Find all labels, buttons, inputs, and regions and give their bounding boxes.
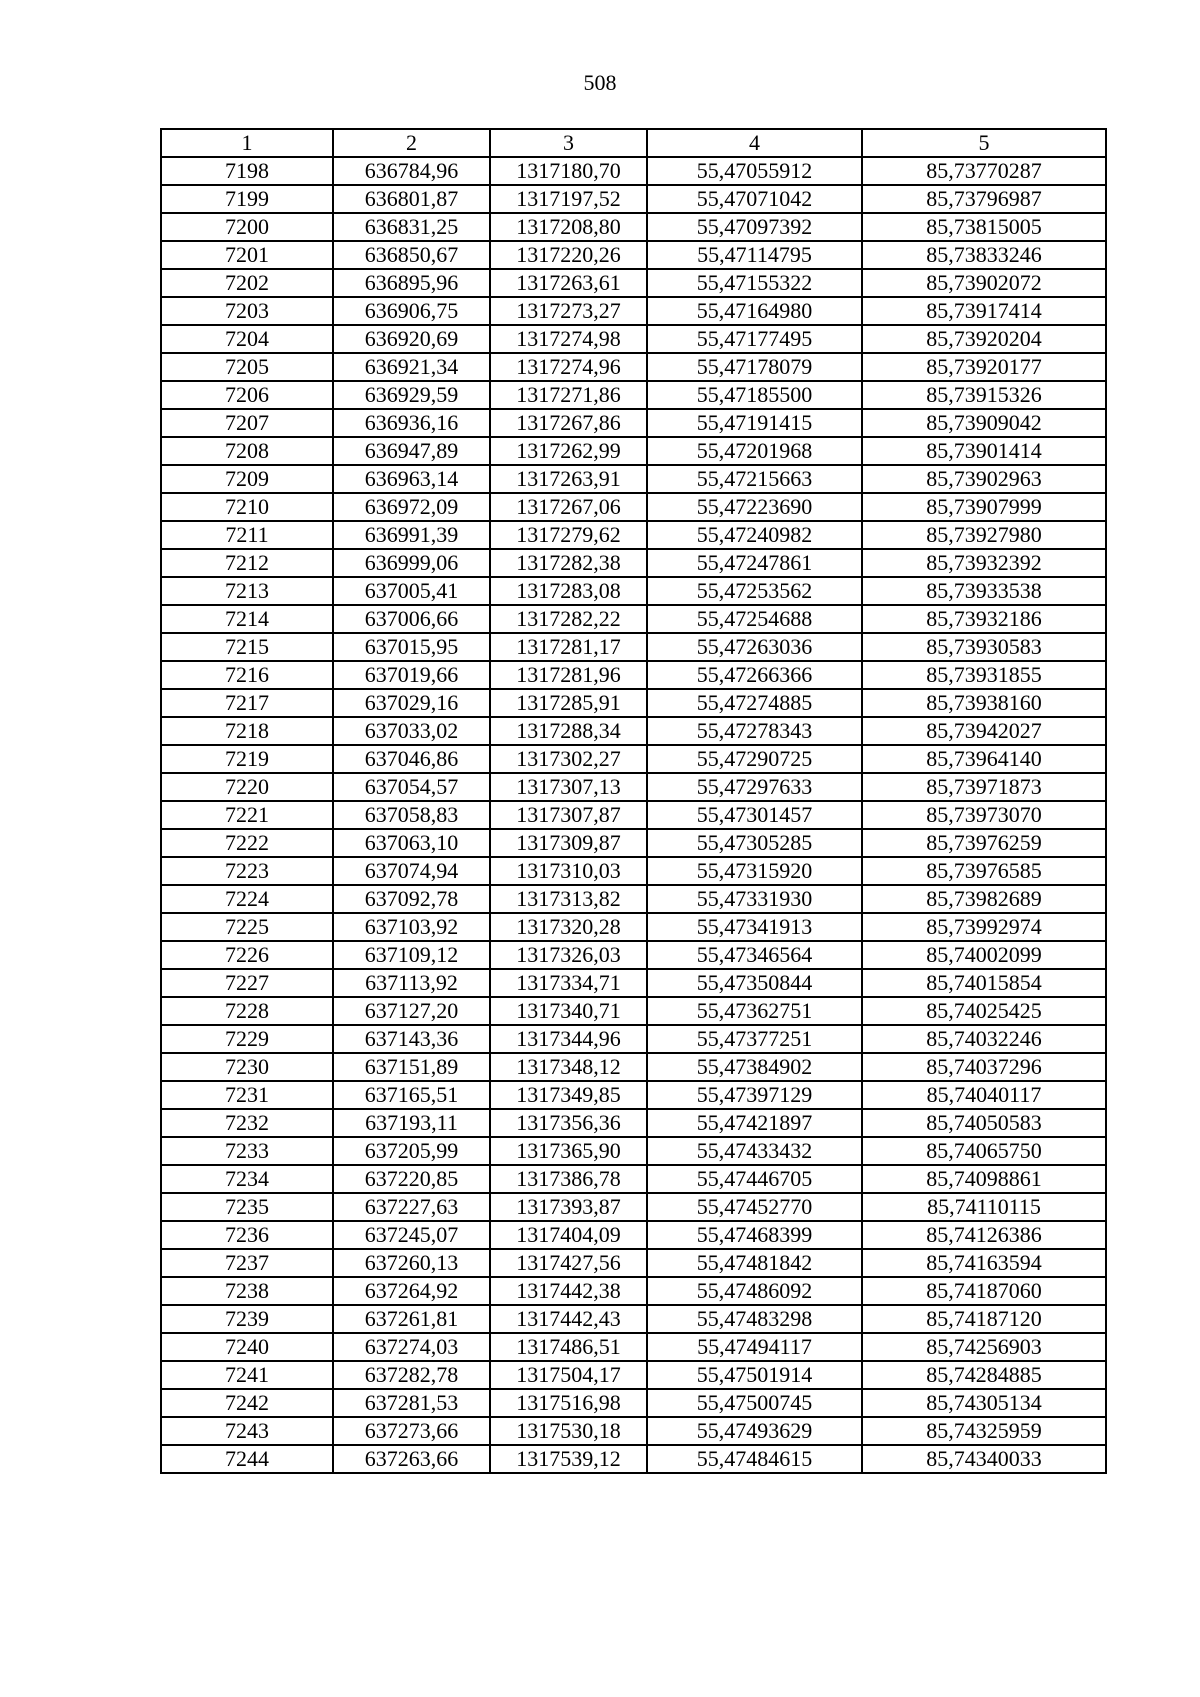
table-cell-col-4: 55,47501914 — [647, 1361, 862, 1389]
column-header-5: 5 — [862, 129, 1106, 157]
table-cell-col-5: 85,74110115 — [862, 1193, 1106, 1221]
table-cell-col-3: 1317307,87 — [490, 801, 647, 829]
table-cell-col-4: 55,47486092 — [647, 1277, 862, 1305]
table-row — [161, 1193, 1106, 1221]
table-cell-col-4: 55,47500745 — [647, 1389, 862, 1417]
table-cell-col-1: 7230 — [161, 1053, 333, 1081]
table-cell-col-5: 85,74098861 — [862, 1165, 1106, 1193]
table-cell-col-2: 637033,02 — [333, 717, 490, 745]
table-cell-col-5: 85,73770287 — [862, 157, 1106, 185]
table-cell-col-3: 1317386,78 — [490, 1165, 647, 1193]
table-cell-col-4: 55,47484615 — [647, 1445, 862, 1473]
table-cell-col-5: 85,73938160 — [862, 689, 1106, 717]
table-cell-col-1: 7209 — [161, 465, 333, 493]
table-cell-col-4: 55,47266366 — [647, 661, 862, 689]
table-cell-col-4: 55,47468399 — [647, 1221, 862, 1249]
table-cell-col-3: 1317334,71 — [490, 969, 647, 997]
table-cell-col-2: 637274,03 — [333, 1333, 490, 1361]
table-cell-col-4: 55,47263036 — [647, 633, 862, 661]
table-row — [161, 1109, 1106, 1137]
table-row — [161, 605, 1106, 633]
table-cell-col-2: 637015,95 — [333, 633, 490, 661]
table-cell-col-2: 637046,86 — [333, 745, 490, 773]
table-cell-col-5: 85,73909042 — [862, 409, 1106, 437]
table-cell-col-1: 7207 — [161, 409, 333, 437]
table-cell-col-2: 636972,09 — [333, 493, 490, 521]
table-cell-col-4: 55,47278343 — [647, 717, 862, 745]
table-cell-col-5: 85,73920177 — [862, 353, 1106, 381]
table-cell-col-4: 55,47433432 — [647, 1137, 862, 1165]
column-header-3: 3 — [490, 129, 647, 157]
table-cell-col-5: 85,74040117 — [862, 1081, 1106, 1109]
coordinates-table — [160, 128, 1107, 1474]
table-cell-col-5: 85,73915326 — [862, 381, 1106, 409]
table-cell-col-3: 1317271,86 — [490, 381, 647, 409]
table-cell-col-5: 85,73907999 — [862, 493, 1106, 521]
column-header-1: 1 — [161, 129, 333, 157]
table-row — [161, 801, 1106, 829]
table-row — [161, 1277, 1106, 1305]
table-cell-col-2: 637054,57 — [333, 773, 490, 801]
table-row — [161, 997, 1106, 1025]
table-cell-col-2: 637113,92 — [333, 969, 490, 997]
table-cell-col-5: 85,73930583 — [862, 633, 1106, 661]
table-cell-col-1: 7212 — [161, 549, 333, 577]
table-cell-col-4: 55,47493629 — [647, 1417, 862, 1445]
table-row — [161, 1137, 1106, 1165]
table-cell-col-5: 85,74187120 — [862, 1305, 1106, 1333]
table-cell-col-4: 55,47350844 — [647, 969, 862, 997]
table-cell-col-5: 85,73902963 — [862, 465, 1106, 493]
table-row — [161, 1361, 1106, 1389]
table-cell-col-4: 55,47223690 — [647, 493, 862, 521]
table-row — [161, 857, 1106, 885]
table-row — [161, 1445, 1106, 1473]
table-cell-col-3: 1317340,71 — [490, 997, 647, 1025]
table-cell-col-3: 1317262,99 — [490, 437, 647, 465]
table-cell-col-2: 637005,41 — [333, 577, 490, 605]
table-cell-col-5: 85,74305134 — [862, 1389, 1106, 1417]
table-cell-col-3: 1317344,96 — [490, 1025, 647, 1053]
table-cell-col-1: 7216 — [161, 661, 333, 689]
table-cell-col-3: 1317274,96 — [490, 353, 647, 381]
table-cell-col-3: 1317263,61 — [490, 269, 647, 297]
table-cell-col-4: 55,47071042 — [647, 185, 862, 213]
table-cell-col-3: 1317220,26 — [490, 241, 647, 269]
table-cell-col-3: 1317267,06 — [490, 493, 647, 521]
table-cell-col-3: 1317486,51 — [490, 1333, 647, 1361]
table-cell-col-1: 7205 — [161, 353, 333, 381]
table-cell-col-4: 55,47331930 — [647, 885, 862, 913]
column-header-2: 2 — [333, 129, 490, 157]
table-cell-col-5: 85,73927980 — [862, 521, 1106, 549]
table-row — [161, 745, 1106, 773]
table-cell-col-1: 7223 — [161, 857, 333, 885]
table-cell-col-5: 85,74340033 — [862, 1445, 1106, 1473]
table-cell-col-4: 55,47377251 — [647, 1025, 862, 1053]
table-row — [161, 241, 1106, 269]
table-cell-col-5: 85,73964140 — [862, 745, 1106, 773]
table-cell-col-5: 85,74126386 — [862, 1221, 1106, 1249]
table-cell-col-5: 85,74065750 — [862, 1137, 1106, 1165]
table-cell-col-1: 7215 — [161, 633, 333, 661]
table-cell-col-5: 85,73815005 — [862, 213, 1106, 241]
table-cell-col-3: 1317320,28 — [490, 913, 647, 941]
table-row — [161, 493, 1106, 521]
table-cell-col-4: 55,47481842 — [647, 1249, 862, 1277]
table-row — [161, 409, 1106, 437]
table-row — [161, 689, 1106, 717]
table-cell-col-4: 55,47097392 — [647, 213, 862, 241]
table-cell-col-3: 1317274,98 — [490, 325, 647, 353]
table-cell-col-1: 7200 — [161, 213, 333, 241]
table-body — [161, 157, 1106, 1473]
table-cell-col-5: 85,73931855 — [862, 661, 1106, 689]
table-cell-col-2: 637074,94 — [333, 857, 490, 885]
table-cell-col-3: 1317313,82 — [490, 885, 647, 913]
table-cell-col-4: 55,47155322 — [647, 269, 862, 297]
table-row — [161, 773, 1106, 801]
table-cell-col-4: 55,47191415 — [647, 409, 862, 437]
table-cell-col-1: 7221 — [161, 801, 333, 829]
table-cell-col-5: 85,74015854 — [862, 969, 1106, 997]
table-cell-col-5: 85,73971873 — [862, 773, 1106, 801]
table-cell-col-3: 1317516,98 — [490, 1389, 647, 1417]
table-row — [161, 157, 1106, 185]
table-row — [161, 325, 1106, 353]
table-cell-col-5: 85,74284885 — [862, 1361, 1106, 1389]
table-cell-col-1: 7233 — [161, 1137, 333, 1165]
table-row — [161, 1249, 1106, 1277]
table-cell-col-4: 55,47305285 — [647, 829, 862, 857]
table-cell-col-5: 85,73902072 — [862, 269, 1106, 297]
table-row — [161, 1305, 1106, 1333]
table-cell-col-2: 636850,67 — [333, 241, 490, 269]
header-row — [161, 129, 1106, 157]
table-cell-col-4: 55,47297633 — [647, 773, 862, 801]
table-row — [161, 941, 1106, 969]
table-row — [161, 1165, 1106, 1193]
table-cell-col-4: 55,47384902 — [647, 1053, 862, 1081]
table-cell-col-2: 637245,07 — [333, 1221, 490, 1249]
table-cell-col-1: 7214 — [161, 605, 333, 633]
table-cell-col-5: 85,73833246 — [862, 241, 1106, 269]
table-cell-col-3: 1317282,38 — [490, 549, 647, 577]
table-cell-col-3: 1317404,09 — [490, 1221, 647, 1249]
table-cell-col-1: 7208 — [161, 437, 333, 465]
table-cell-col-1: 7234 — [161, 1165, 333, 1193]
table-cell-col-1: 7244 — [161, 1445, 333, 1473]
table-cell-col-3: 1317282,22 — [490, 605, 647, 633]
table-cell-col-3: 1317530,18 — [490, 1417, 647, 1445]
table-cell-col-4: 55,47362751 — [647, 997, 862, 1025]
table-row — [161, 269, 1106, 297]
table-cell-col-2: 636921,34 — [333, 353, 490, 381]
table-cell-col-5: 85,73976259 — [862, 829, 1106, 857]
table-cell-col-3: 1317348,12 — [490, 1053, 647, 1081]
table-row — [161, 969, 1106, 997]
table-cell-col-3: 1317442,38 — [490, 1277, 647, 1305]
table-cell-col-1: 7213 — [161, 577, 333, 605]
table-cell-col-5: 85,73942027 — [862, 717, 1106, 745]
table-cell-col-3: 1317279,62 — [490, 521, 647, 549]
table-cell-col-2: 637227,63 — [333, 1193, 490, 1221]
table-cell-col-5: 85,73796987 — [862, 185, 1106, 213]
table-cell-col-2: 637261,81 — [333, 1305, 490, 1333]
table-cell-col-1: 7228 — [161, 997, 333, 1025]
table-cell-col-4: 55,47315920 — [647, 857, 862, 885]
table-cell-col-2: 637006,66 — [333, 605, 490, 633]
table-cell-col-3: 1317263,91 — [490, 465, 647, 493]
table-cell-col-2: 637282,78 — [333, 1361, 490, 1389]
table-cell-col-1: 7210 — [161, 493, 333, 521]
table-cell-col-3: 1317180,70 — [490, 157, 647, 185]
table-cell-col-3: 1317302,27 — [490, 745, 647, 773]
table-cell-col-2: 637019,66 — [333, 661, 490, 689]
table-cell-col-4: 55,47177495 — [647, 325, 862, 353]
table-cell-col-4: 55,47254688 — [647, 605, 862, 633]
table-cell-col-3: 1317427,56 — [490, 1249, 647, 1277]
table-cell-col-4: 55,47452770 — [647, 1193, 862, 1221]
table-row — [161, 297, 1106, 325]
table-cell-col-1: 7238 — [161, 1277, 333, 1305]
table-cell-col-3: 1317307,13 — [490, 773, 647, 801]
table-cell-col-4: 55,47346564 — [647, 941, 862, 969]
table-cell-col-2: 636784,96 — [333, 157, 490, 185]
table-cell-col-3: 1317281,96 — [490, 661, 647, 689]
table-cell-col-4: 55,47483298 — [647, 1305, 862, 1333]
table-cell-col-4: 55,47247861 — [647, 549, 862, 577]
table-cell-col-2: 636895,96 — [333, 269, 490, 297]
table-cell-col-1: 7206 — [161, 381, 333, 409]
table-cell-col-2: 637220,85 — [333, 1165, 490, 1193]
table-cell-col-1: 7229 — [161, 1025, 333, 1053]
table-cell-col-2: 637029,16 — [333, 689, 490, 717]
table-row — [161, 1389, 1106, 1417]
table-cell-col-1: 7241 — [161, 1361, 333, 1389]
table-cell-col-1: 7232 — [161, 1109, 333, 1137]
table-cell-col-1: 7237 — [161, 1249, 333, 1277]
table-cell-col-1: 7203 — [161, 297, 333, 325]
table-cell-col-2: 637143,36 — [333, 1025, 490, 1053]
table-row — [161, 521, 1106, 549]
table-cell-col-1: 7218 — [161, 717, 333, 745]
table-cell-col-4: 55,47240982 — [647, 521, 862, 549]
table-cell-col-2: 637092,78 — [333, 885, 490, 913]
table-row — [161, 1333, 1106, 1361]
table-cell-col-5: 85,73932186 — [862, 605, 1106, 633]
table-cell-col-2: 637205,99 — [333, 1137, 490, 1165]
table-cell-col-2: 637264,92 — [333, 1277, 490, 1305]
table-cell-col-4: 55,47185500 — [647, 381, 862, 409]
table-cell-col-4: 55,47446705 — [647, 1165, 862, 1193]
table-row — [161, 1417, 1106, 1445]
table-cell-col-1: 7199 — [161, 185, 333, 213]
table-row — [161, 1081, 1106, 1109]
table-cell-col-2: 637151,89 — [333, 1053, 490, 1081]
table-cell-col-5: 85,74032246 — [862, 1025, 1106, 1053]
table-cell-col-4: 55,47301457 — [647, 801, 862, 829]
table-cell-col-5: 85,73920204 — [862, 325, 1106, 353]
table-cell-col-5: 85,74163594 — [862, 1249, 1106, 1277]
table-cell-col-3: 1317356,36 — [490, 1109, 647, 1137]
table-cell-col-5: 85,73901414 — [862, 437, 1106, 465]
table-cell-col-1: 7217 — [161, 689, 333, 717]
table-cell-col-5: 85,74002099 — [862, 941, 1106, 969]
table-cell-col-1: 7242 — [161, 1389, 333, 1417]
table-cell-col-3: 1317267,86 — [490, 409, 647, 437]
table-cell-col-5: 85,74187060 — [862, 1277, 1106, 1305]
table-cell-col-4: 55,47215663 — [647, 465, 862, 493]
table-cell-col-5: 85,74050583 — [862, 1109, 1106, 1137]
table-cell-col-2: 637260,13 — [333, 1249, 490, 1277]
table-cell-col-2: 637193,11 — [333, 1109, 490, 1137]
table-cell-col-4: 55,47253562 — [647, 577, 862, 605]
table-row — [161, 465, 1106, 493]
table-cell-col-1: 7243 — [161, 1417, 333, 1445]
table-cell-col-5: 85,73992974 — [862, 913, 1106, 941]
column-header-4: 4 — [647, 129, 862, 157]
table-cell-col-3: 1317539,12 — [490, 1445, 647, 1473]
table-row — [161, 577, 1106, 605]
table-cell-col-4: 55,47201968 — [647, 437, 862, 465]
table-cell-col-1: 7202 — [161, 269, 333, 297]
table-cell-col-3: 1317309,87 — [490, 829, 647, 857]
table-cell-col-1: 7225 — [161, 913, 333, 941]
table-cell-col-3: 1317285,91 — [490, 689, 647, 717]
table-cell-col-3: 1317504,17 — [490, 1361, 647, 1389]
table-row — [161, 353, 1106, 381]
table-cell-col-4: 55,47494117 — [647, 1333, 862, 1361]
table-cell-col-3: 1317349,85 — [490, 1081, 647, 1109]
table-cell-col-3: 1317197,52 — [490, 185, 647, 213]
table-cell-col-3: 1317365,90 — [490, 1137, 647, 1165]
table-cell-col-2: 636991,39 — [333, 521, 490, 549]
table-cell-col-2: 637063,10 — [333, 829, 490, 857]
table-cell-col-4: 55,47341913 — [647, 913, 862, 941]
table-cell-col-4: 55,47421897 — [647, 1109, 862, 1137]
table-cell-col-4: 55,47178079 — [647, 353, 862, 381]
table-cell-col-1: 7235 — [161, 1193, 333, 1221]
table-cell-col-1: 7211 — [161, 521, 333, 549]
table-cell-col-5: 85,74325959 — [862, 1417, 1106, 1445]
table-row — [161, 633, 1106, 661]
table-cell-col-1: 7204 — [161, 325, 333, 353]
table-cell-col-1: 7198 — [161, 157, 333, 185]
table-row — [161, 1053, 1106, 1081]
table-cell-col-2: 636936,16 — [333, 409, 490, 437]
table-cell-col-3: 1317442,43 — [490, 1305, 647, 1333]
table-cell-col-1: 7226 — [161, 941, 333, 969]
table-cell-col-1: 7220 — [161, 773, 333, 801]
table-cell-col-5: 85,73982689 — [862, 885, 1106, 913]
table-cell-col-2: 636801,87 — [333, 185, 490, 213]
table-row — [161, 717, 1106, 745]
table-row — [161, 661, 1106, 689]
table-cell-col-1: 7231 — [161, 1081, 333, 1109]
table-cell-col-3: 1317310,03 — [490, 857, 647, 885]
table-cell-col-1: 7224 — [161, 885, 333, 913]
table-cell-col-2: 637263,66 — [333, 1445, 490, 1473]
table-cell-col-3: 1317208,80 — [490, 213, 647, 241]
table-cell-col-5: 85,73933538 — [862, 577, 1106, 605]
table-cell-col-5: 85,73917414 — [862, 297, 1106, 325]
table-row — [161, 437, 1106, 465]
table-row — [161, 185, 1106, 213]
table-row — [161, 549, 1106, 577]
table-cell-col-2: 636947,89 — [333, 437, 490, 465]
page-number: 508 — [583, 70, 617, 95]
table-cell-col-2: 636963,14 — [333, 465, 490, 493]
table-row — [161, 885, 1106, 913]
table-cell-col-4: 55,47290725 — [647, 745, 862, 773]
table-cell-col-1: 7201 — [161, 241, 333, 269]
table-cell-col-3: 1317288,34 — [490, 717, 647, 745]
table-cell-col-3: 1317393,87 — [490, 1193, 647, 1221]
table-cell-col-4: 55,47114795 — [647, 241, 862, 269]
table-cell-col-2: 636906,75 — [333, 297, 490, 325]
table-cell-col-5: 85,74025425 — [862, 997, 1106, 1025]
table-cell-col-3: 1317326,03 — [490, 941, 647, 969]
table-cell-col-3: 1317283,08 — [490, 577, 647, 605]
table-cell-col-4: 55,47397129 — [647, 1081, 862, 1109]
table-cell-col-2: 637109,12 — [333, 941, 490, 969]
table-cell-col-2: 637165,51 — [333, 1081, 490, 1109]
table-cell-col-5: 85,73973070 — [862, 801, 1106, 829]
table-row — [161, 1025, 1106, 1053]
table-cell-col-5: 85,74256903 — [862, 1333, 1106, 1361]
table-cell-col-4: 55,47055912 — [647, 157, 862, 185]
table-cell-col-2: 637103,92 — [333, 913, 490, 941]
table-row — [161, 381, 1106, 409]
table-cell-col-3: 1317281,17 — [490, 633, 647, 661]
table-cell-col-2: 637273,66 — [333, 1417, 490, 1445]
table-cell-col-2: 636999,06 — [333, 549, 490, 577]
table-cell-col-1: 7239 — [161, 1305, 333, 1333]
table-row — [161, 213, 1106, 241]
table-cell-col-2: 636929,59 — [333, 381, 490, 409]
table-cell-col-5: 85,73932392 — [862, 549, 1106, 577]
table-cell-col-1: 7222 — [161, 829, 333, 857]
table-cell-col-1: 7236 — [161, 1221, 333, 1249]
table-cell-col-4: 55,47164980 — [647, 297, 862, 325]
table-cell-col-2: 636831,25 — [333, 213, 490, 241]
table-cell-col-2: 636920,69 — [333, 325, 490, 353]
table-cell-col-2: 637058,83 — [333, 801, 490, 829]
table-row — [161, 829, 1106, 857]
table-cell-col-5: 85,73976585 — [862, 857, 1106, 885]
table-cell-col-1: 7219 — [161, 745, 333, 773]
table-cell-col-1: 7240 — [161, 1333, 333, 1361]
table-cell-col-2: 637127,20 — [333, 997, 490, 1025]
table-cell-col-2: 637281,53 — [333, 1389, 490, 1417]
table-cell-col-3: 1317273,27 — [490, 297, 647, 325]
table-row — [161, 1221, 1106, 1249]
table-cell-col-1: 7227 — [161, 969, 333, 997]
table-row — [161, 913, 1106, 941]
table-cell-col-5: 85,74037296 — [862, 1053, 1106, 1081]
table-header — [161, 129, 1106, 157]
table-cell-col-4: 55,47274885 — [647, 689, 862, 717]
